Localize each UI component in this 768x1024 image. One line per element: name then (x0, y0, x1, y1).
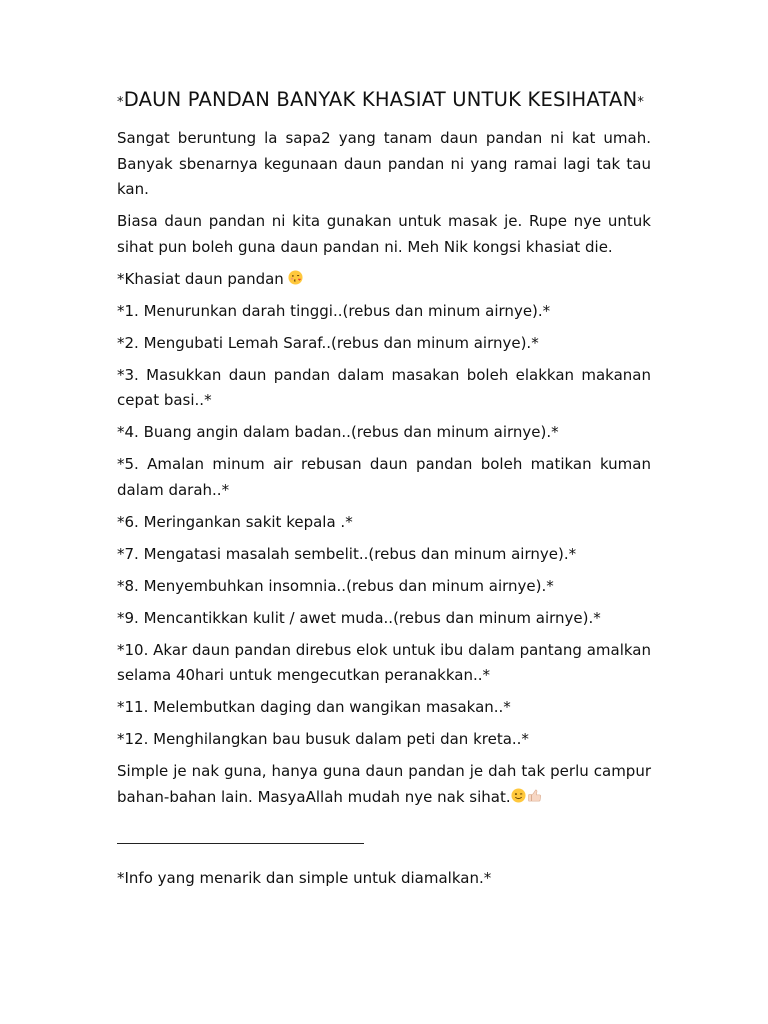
title-text: DAUN PANDAN BANYAK KHASIAT UNTUK KESIHATAN (123, 88, 638, 111)
title-close-star: * (637, 95, 645, 110)
closing-text: Simple je nak guna, hanya guna daun pandan je dah tak perlu campur bahan-bahan lain. MasyaAllah mudah nye nak sihat. (117, 762, 651, 806)
intro-paragraph-2: Biasa daun pandan ni kita gunakan untuk masak je. Rupe nye untuk sihat pun boleh guna daun pandan ni. Meh Nik kongsi khasiat die. (117, 212, 651, 256)
list-item-12: *12. Menghilangkan bau busuk dalam peti dan kreta..* (117, 730, 529, 748)
list-item-7: *7. Mengatasi masalah sembelit..(rebus dan minum airnye).* (117, 544, 577, 563)
list-item-6: *6. Meringankan sakit kepala .* (117, 512, 353, 531)
document-title (117, 82, 651, 120)
closing-paragraph (117, 759, 651, 810)
footer-note: *Info yang menarik dan simple untuk diamalkan.* (117, 869, 492, 887)
divider-line (117, 843, 364, 844)
thumbs-up-emoji-icon (527, 788, 542, 803)
list-item-8: *8. Menyembuhkan insomnia..(rebus dan minum airnye).* (117, 576, 554, 595)
winking-face-emoji-icon (511, 788, 526, 803)
list-item-11: *11. Melembutkan daging dan wangikan masakan..* (117, 698, 511, 716)
intro-paragraph-1: Sangat beruntung la sapa2 yang tanam daun pandan ni kat umah. Banyak sbenarnya kegunaan daun pandan ni yang ramai lagi tak tau kan. (117, 129, 651, 198)
list-item-5: *5. Amalan minum air rebusan daun pandan boleh matikan kuman dalam darah..* (117, 455, 651, 499)
list-heading (117, 267, 651, 293)
list-item-9: *9. Mencantikkan kulit / awet muda..(rebus dan minum airnye).* (117, 608, 601, 627)
list-item-2: *2. Mengubati Lemah Saraf..(rebus dan minum airnye).* (117, 333, 539, 352)
list-item-4: *4. Buang angin dalam badan..(rebus dan minum airnye).* (117, 423, 559, 441)
list-item-10: *10. Akar daun pandan direbus elok untuk ibu dalam pantang amalkan selama 40hari untuk mengecutkan peranakkan..* (117, 640, 651, 684)
list-item-3: *3. Masukkan daun pandan dalam masakan boleh elakkan makanan cepat basi..* (117, 365, 651, 409)
list-heading-text: *Khasiat daun pandan (117, 269, 284, 288)
kissing-face-emoji-icon (288, 270, 303, 285)
title-open-star: * (117, 95, 124, 110)
document-page (117, 82, 651, 907)
list-item-1: *1. Menurunkan darah tinggi..(rebus dan minum airnye).* (117, 301, 551, 320)
